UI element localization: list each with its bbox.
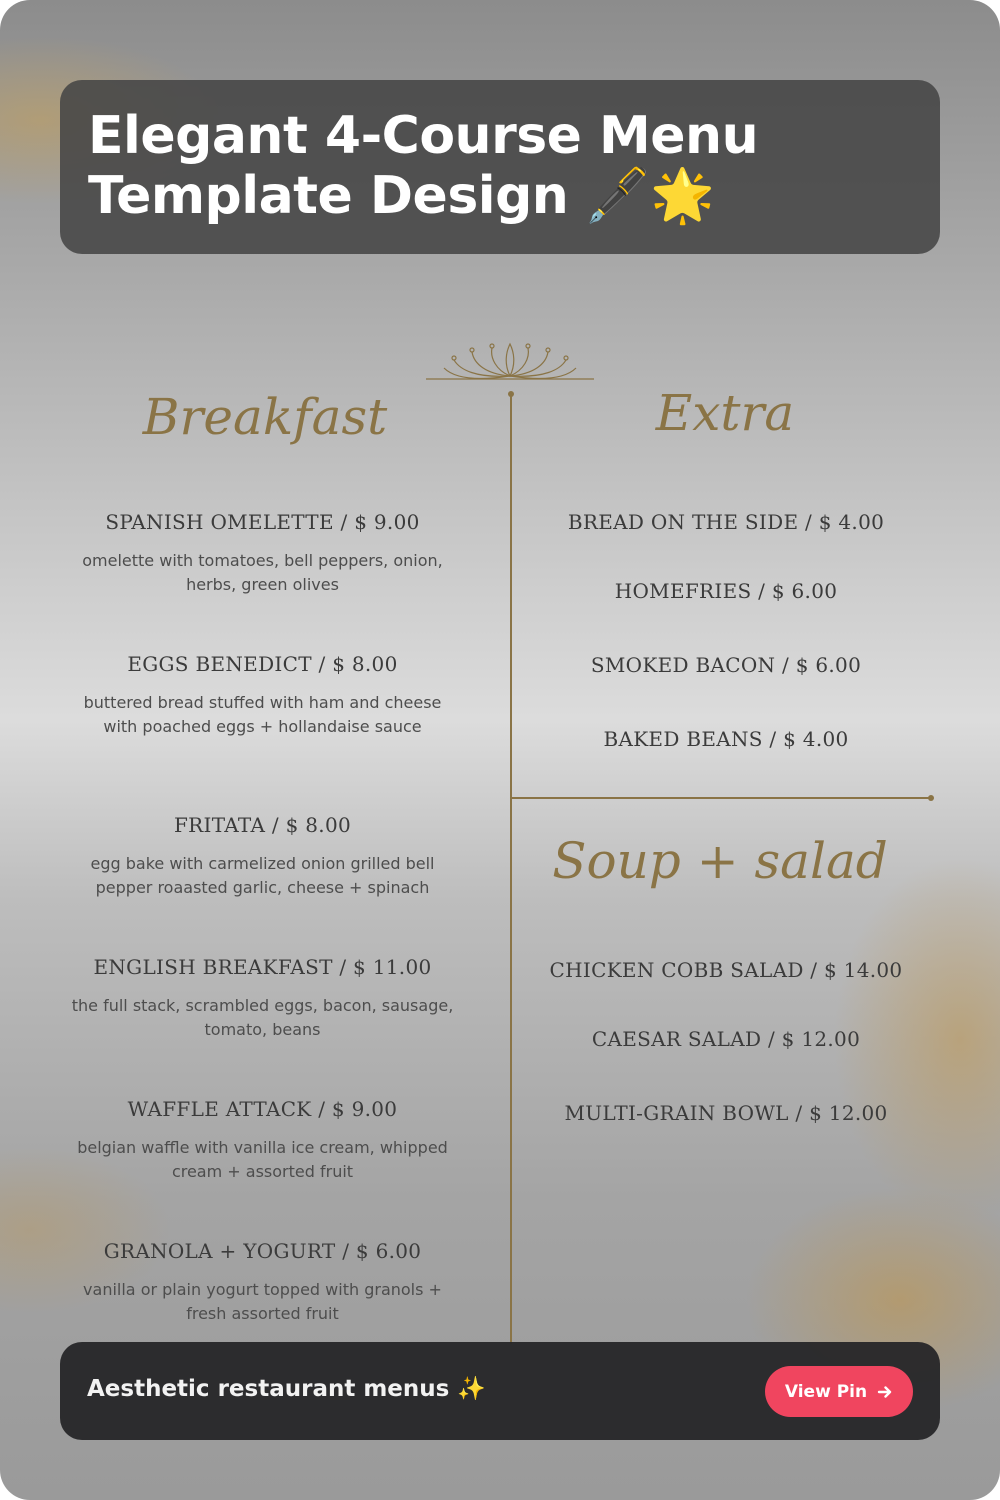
menu-item	[520, 505, 932, 574]
soup-salad-heading: Soup + salad	[552, 832, 888, 890]
menu-item	[520, 722, 932, 791]
breakfast-list	[70, 505, 455, 1376]
breakfast-heading: Breakfast	[142, 388, 388, 446]
view-pin-button[interactable]	[765, 1366, 913, 1417]
item-name: EGGS BENEDICT / $ 8.00	[127, 652, 398, 676]
item-name: BAKED BEANS / $ 4.00	[603, 727, 849, 751]
item-name: WAFFLE ATTACK / $ 9.00	[127, 1097, 398, 1121]
divider-dot	[928, 795, 934, 801]
extra-heading: Extra	[655, 384, 795, 442]
menu-item	[70, 950, 455, 1092]
item-name: HOMEFRIES / $ 6.00	[614, 579, 838, 603]
item-name: MULTI-GRAIN BOWL / $ 12.00	[564, 1101, 888, 1125]
menu-item	[70, 647, 455, 808]
horizontal-divider	[511, 797, 932, 799]
item-description: belgian waffle with vanilla ice cream, whipped cream + assorted fruit	[77, 1138, 448, 1181]
menu-item	[70, 1092, 455, 1234]
item-description: omelette with tomatoes, bell peppers, onion, herbs, green olives	[82, 551, 443, 594]
item-name: CAESAR SALAD / $ 12.00	[591, 1027, 861, 1051]
item-description: egg bake with carmelized onion grilled bell pepper roaasted garlic, cheese + spinach	[90, 854, 435, 897]
item-name: ENGLISH BREAKFAST / $ 11.00	[93, 955, 432, 979]
menu-item	[520, 1096, 932, 1165]
divider-dot	[508, 391, 514, 397]
arrow-right-icon	[877, 1384, 893, 1400]
menu-item	[520, 1022, 932, 1096]
soup-salad-list	[520, 953, 932, 1165]
menu-ornament-icon	[424, 336, 596, 382]
title-banner	[60, 80, 940, 254]
menu-item	[520, 574, 932, 648]
item-name: SPANISH OMELETTE / $ 9.00	[105, 510, 420, 534]
item-name: GRANOLA + YOGURT / $ 6.00	[103, 1239, 422, 1263]
menu-item	[70, 505, 455, 647]
vertical-divider	[510, 394, 512, 1344]
pin-title: Elegant 4-Course Menu Template Design 🖋️🌟	[88, 106, 759, 226]
menu-item	[520, 953, 932, 1022]
board-name: Aesthetic restaurant menus ✨	[87, 1376, 486, 1402]
item-name: BREAD ON THE SIDE / $ 4.00	[567, 510, 885, 534]
view-pin-label: View Pin	[784, 1381, 868, 1402]
extra-list	[520, 505, 932, 791]
footer-bar	[60, 1342, 940, 1440]
item-name: SMOKED BACON / $ 6.00	[590, 653, 862, 677]
item-description: buttered bread stuffed with ham and cheese with poached eggs + hollandaise sauce	[83, 693, 442, 736]
item-name: FRITATA / $ 8.00	[174, 813, 351, 837]
item-name: CHICKEN COBB SALAD / $ 14.00	[549, 958, 903, 982]
item-description: the full stack, scrambled eggs, bacon, sausage, tomato, beans	[71, 996, 454, 1039]
menu-item	[70, 808, 455, 950]
item-description: vanilla or plain yogurt topped with granols + fresh assorted fruit	[83, 1280, 442, 1323]
menu-item	[520, 648, 932, 722]
